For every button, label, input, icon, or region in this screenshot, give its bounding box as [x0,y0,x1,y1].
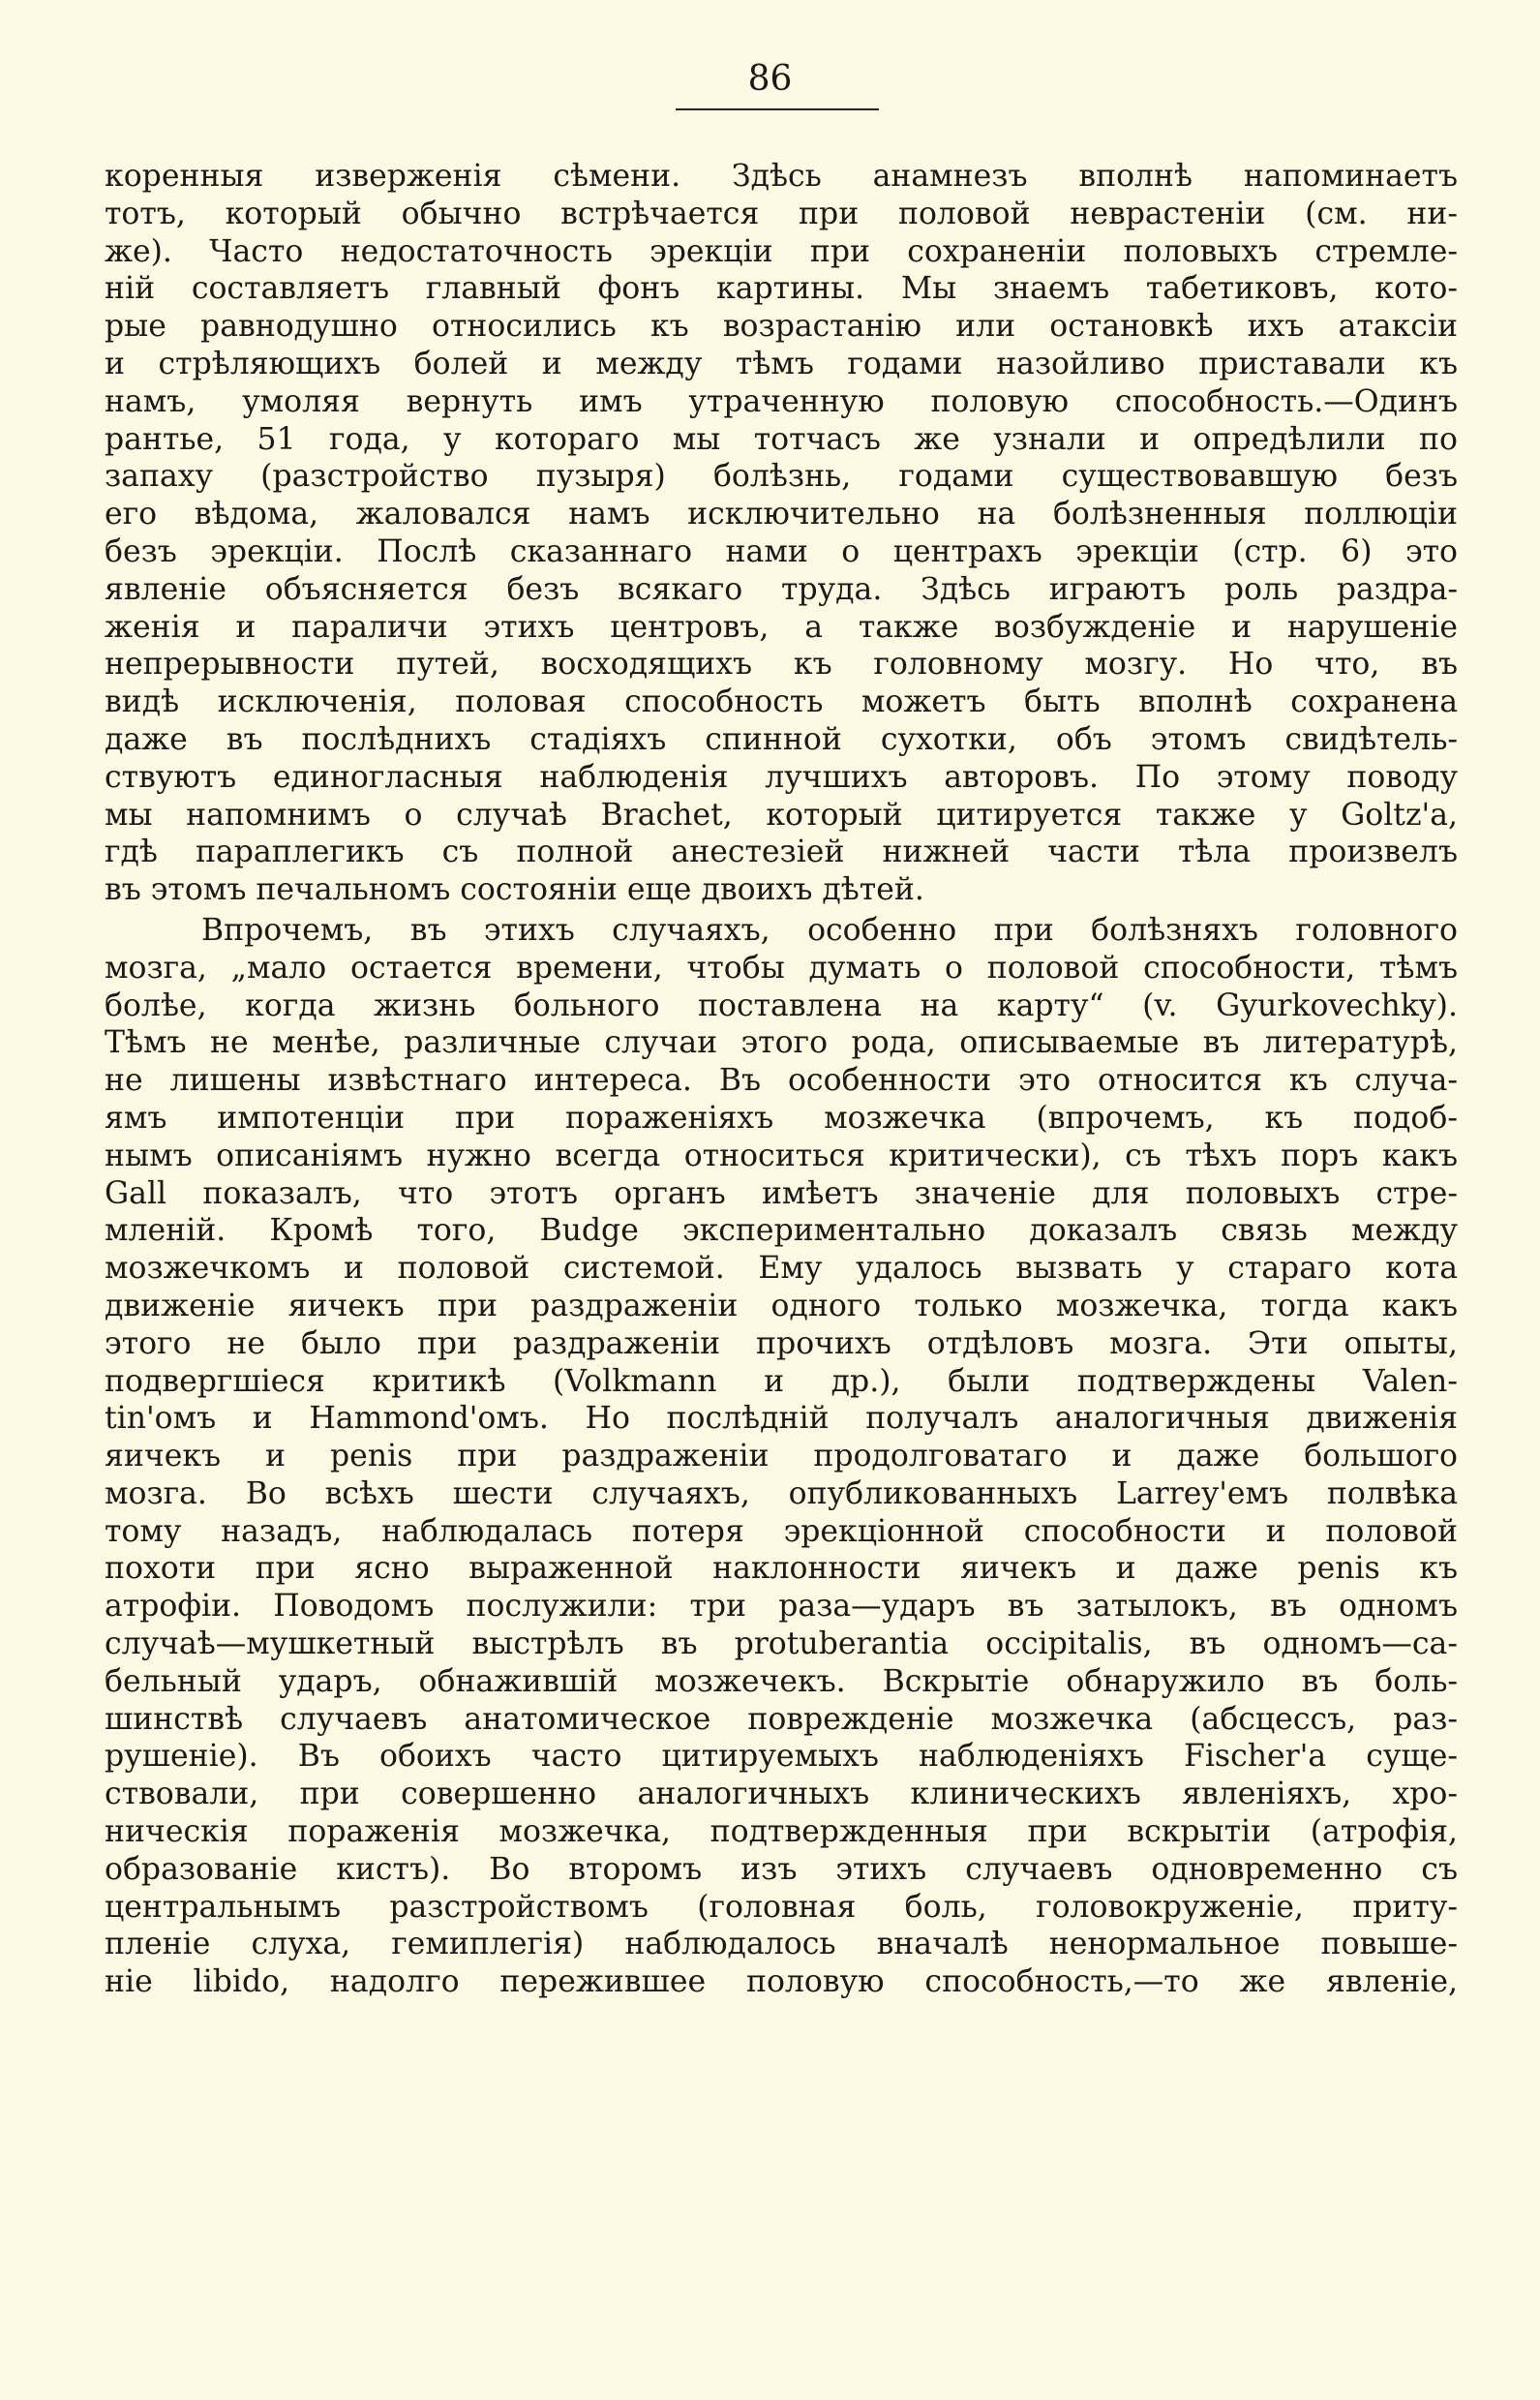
text-line: ническія пораженія мозжечка, подтвержденныя при вскрытіи (атрофія, [105,1814,1458,1850]
text-line: женія и параличи этихъ центровъ, а также возбужденіе и нарушеніе [105,609,1458,645]
text-line: Тѣмъ не менѣе, различные случаи этого рода, описываемые въ литературѣ, [105,1025,1458,1061]
text-line: ствуютъ единогласныя наблюденія лучшихъ авторовъ. По этому поводу [105,759,1458,795]
text-line: рушеніе). Въ обоихъ часто цитируемыхъ наблюденіяхъ Fischer'а суще- [105,1739,1458,1775]
text-line: бельный ударъ, обнажившій мозжечекъ. Вскрытіе обнаружило въ боль- [105,1663,1458,1699]
text-line: безъ эрекціи. Послѣ сказаннаго нами о центрахъ эрекціи (стр. 6) это [105,533,1458,569]
text-line: яичекъ и penis при раздраженіи продолговатаго и даже большого [105,1439,1458,1474]
text-line: даже въ послѣднихъ стадіяхъ спинной сухотки, объ этомъ свидѣтель- [105,721,1458,757]
text-line: и стрѣляющихъ болей и между тѣмъ годами назойливо приставали къ [105,346,1458,381]
text-line: этого не было при раздраженіи прочихъ отдѣловъ мозга. Эти опыты, [105,1325,1458,1361]
text-line: Gall показалъ, что этотъ органъ имѣетъ значеніе для половыхъ стре- [105,1175,1458,1211]
text-line: рые равнодушно относились къ возрастанію или остановкѣ ихъ атаксіи [105,309,1458,345]
text-line: пленіе слуха, гемиплегія) наблюдалось вначалѣ ненормальное повыше- [105,1927,1458,1962]
text-line: ній составляетъ главный фонъ картины. Мы знаемъ табетиковъ, кото- [105,271,1458,307]
text-line: мозга, „мало остается времени, чтобы думать о половой способности, тѣмъ [105,950,1458,986]
text-line: подвергшіеся критикѣ (Volkmann и др.), были подтверждены Valen- [105,1363,1458,1399]
text-line: шинствѣ случаевъ анатомическое поврежденіе мозжечка (абсцессъ, раз- [105,1701,1458,1737]
text-line: тотъ, который обычно встрѣчается при половой неврастеніи (см. ни- [105,196,1458,231]
text-line: запаху (разстройство пузыря) болѣзнь, годами существовавшую безъ [105,459,1458,495]
text-line: tin'омъ и Hammond'омъ. Но послѣдній получалъ аналогичныя движенія [105,1401,1458,1437]
text-line: его вѣдома, жаловался намъ исключительно на болѣзненныя поллюціи [105,497,1458,532]
text-line: ніе libido, надолго пережившее половую способность,—то же явленіе, [105,1964,1458,2000]
text-line: ствовали, при совершенно аналогичныхъ клиническихъ явленіяхъ, хро- [105,1777,1458,1812]
text-line: намъ, умоляя вернуть имъ утраченную половую способность.—Одинъ [105,383,1458,419]
text-line: непрерывности путей, восходящихъ къ головному мозгу. Но что, въ [105,647,1458,683]
text-line: движеніе яичекъ при раздраженіи одного только мозжечка, тогда какъ [105,1288,1458,1323]
text-line: мленій. Кромѣ того, Budge экспериментально доказалъ связь между [105,1213,1458,1249]
text-line: же). Часто недостаточность эрекціи при сохраненіи половыхъ стремле- [105,233,1458,269]
text-line: центральнымъ разстройствомъ (головная боль, головокруженіе, приту- [105,1889,1458,1925]
text-line: болѣе, когда жизнь больного поставлена на карту“ (v. Gyurkovechky). [105,987,1458,1023]
text-line: мозга. Во всѣхъ шести случаяхъ, опубликованныхъ Larrey'емъ полвѣка [105,1475,1458,1511]
header-rule [676,108,879,110]
text-line: въ этомъ печальномъ состояніи еще двоихъ дѣтей. [105,872,924,908]
text-line: гдѣ параплегикъ съ полной анестезіей нижней части тѣла произвелъ [105,835,1458,870]
text-line: Впрочемъ, въ этихъ случаяхъ, особенно при болѣзняхъ головного [201,912,1458,948]
page-number: 86 [747,59,793,99]
text-line: не лишены извѣстнаго интереса. Въ особенности это относится къ случа- [105,1063,1458,1099]
text-line: случаѣ—мушкетный выстрѣлъ въ protuberantia occipitalis, въ одномъ—са- [105,1626,1458,1662]
text-line: мы напомнимъ о случаѣ Brachet, который цитируется также у Goltz'a, [105,797,1458,833]
body-text [105,158,1458,2001]
text-line: явленіе объясняется безъ всякаго труда. Здѣсь играютъ роль раздра- [105,571,1458,607]
text-line: похоти при ясно выраженной наклонности яичекъ и даже penis къ [105,1551,1458,1587]
text-line: мозжечкомъ и половой системой. Ему удалось вызвать у стараго кота [105,1251,1458,1287]
text-line: видѣ исключенія, половая способность можетъ быть вполнѣ сохранена [105,684,1458,720]
text-line: рантье, 51 года, у котораго мы тотчасъ же узнали и опредѣлили по [105,421,1458,457]
text-line: образованіе кистъ). Во второмъ изъ этихъ случаевъ одновременно съ [105,1851,1458,1887]
text-line: атрофіи. Поводомъ послужили: три раза—ударъ въ затылокъ, въ одномъ [105,1589,1458,1625]
text-line: нымъ описаніямъ нужно всегда относиться критически), съ тѣхъ поръ какъ [105,1138,1458,1173]
text-line: тому назадъ, наблюдалась потеря эрекціонной способности и половой [105,1513,1458,1549]
text-line: ямъ импотенціи при пораженіяхъ мозжечка (впрочемъ, къ подоб- [105,1100,1458,1136]
text-line: коренныя изверженія сѣмени. Здѣсь анамнезъ вполнѣ напоминаетъ [105,159,1458,194]
